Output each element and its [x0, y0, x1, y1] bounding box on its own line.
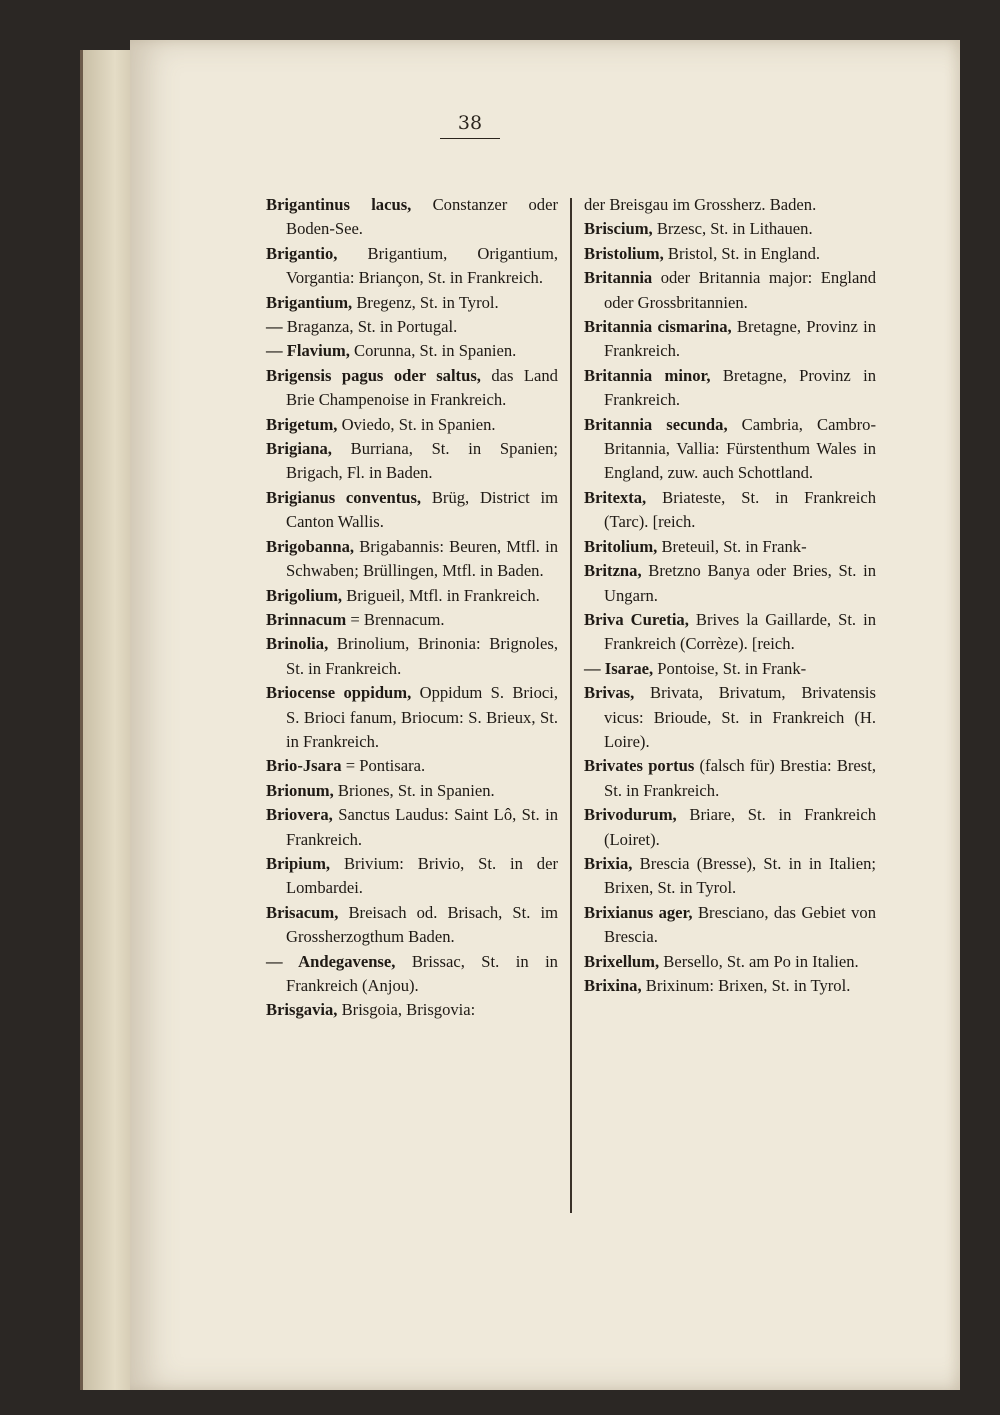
entry-text: oder Britannia major: England oder Grossbritannien. — [604, 268, 876, 312]
entry-headword: Bripium, — [266, 853, 331, 873]
entry-text: Pontoise, St. in Frank- — [653, 658, 807, 678]
entry-headword: Brigobanna, — [266, 536, 355, 556]
entry-text: Bretagne, Provinz in Frankreich. — [604, 365, 877, 410]
dictionary-entry — [266, 803, 558, 852]
dictionary-entry — [584, 413, 876, 486]
entry-text: Brissac, St. in in Frankreich (Anjou). — [286, 951, 558, 995]
entry-headword: Britexta, — [584, 487, 647, 507]
entry-headword: Brigianus conventus, — [266, 487, 422, 507]
entry-text: Brivium: Brivio, St. in der Lombardei. — [286, 853, 558, 898]
entry-text: Bregenz, St. in Tyrol. — [352, 292, 499, 312]
dictionary-entry — [266, 413, 558, 437]
entry-headword: Brigantinus lacus, — [266, 195, 412, 214]
entry-headword: Brigiana, — [266, 439, 332, 459]
entry-text: Sanctus Laudus: Saint Lô, St. in Frankreich. — [286, 805, 558, 849]
entry-text: Brüg, District im Canton Wallis. — [286, 487, 559, 532]
dictionary-entry — [266, 535, 558, 584]
dictionary-entry — [584, 803, 876, 852]
dictionary-entry — [266, 998, 558, 1022]
entry-text: (falsch für) Brestia: Brest, St. in Frankreich. — [604, 756, 876, 800]
entry-text: Brigabannis: Beuren, Mtfl. in Schwaben; Brüllingen, Mtfl. in Baden. — [286, 536, 558, 581]
dictionary-entry — [266, 364, 558, 413]
entry-headword: Brisgavia, — [266, 1000, 338, 1020]
entry-headword: Brionum, — [266, 780, 334, 800]
dictionary-entry — [584, 681, 876, 754]
dictionary-entry — [584, 657, 876, 681]
entry-text: Oppidum S. Brioci, S. Brioci fanum, Briocum: S. Brieux, St. in Frankreich. — [286, 683, 558, 751]
dictionary-entry — [584, 901, 876, 950]
dictionary-entry — [266, 193, 558, 242]
dictionary-entry — [584, 535, 876, 559]
entry-headword: Bristolium, — [584, 243, 664, 263]
dictionary-entry — [584, 608, 876, 657]
dictionary-entry — [584, 852, 876, 901]
entry-text: Braganza, St. in Portugal. — [286, 317, 458, 337]
dictionary-entry — [584, 217, 876, 241]
entry-text: Breisach od. Brisach, St. im Grossherzogthum Baden. — [286, 902, 558, 947]
entry-text: Oviedo, St. in Spanien. — [337, 414, 496, 434]
entry-headword: Brigensis pagus oder saltus, — [266, 365, 481, 385]
entry-headword: Britannia cismarina, — [584, 317, 732, 337]
entry-text: Bretagne, Provinz in Frankreich. — [604, 317, 876, 361]
dictionary-entry — [266, 608, 558, 632]
dictionary-entry — [584, 950, 876, 974]
dictionary-entry — [266, 339, 558, 363]
page-number: 38 — [440, 112, 500, 139]
entry-headword: — Flavium, — [266, 341, 350, 361]
dictionary-entry — [266, 901, 558, 950]
dictionary-entry — [584, 559, 876, 608]
entry-headword: Brigetum, — [266, 414, 338, 434]
dictionary-entry — [584, 974, 876, 998]
entry-text: Briateste, St. in Frankreich (Tarc). [reich. — [604, 487, 876, 532]
entry-headword: Brisacum, — [266, 902, 339, 922]
entry-headword: Britannia — [584, 268, 653, 288]
dictionary-entry — [266, 754, 558, 778]
dictionary-entry — [266, 486, 558, 535]
dictionary-entry — [266, 681, 558, 754]
dictionary-entry — [266, 632, 558, 681]
entry-text: Brixinum: Brixen, St. in Tyrol. — [641, 976, 851, 995]
entry-text: Brescia (Bresse), St. in in Italien; Brixen, St. in Tyrol. — [604, 853, 876, 898]
entry-text: Breteuil, St. in Frank- — [657, 536, 807, 556]
dictionary-entry — [584, 315, 876, 364]
entry-headword: Brinolia, — [266, 634, 329, 654]
dictionary-entry — [266, 315, 558, 339]
entry-text: der Breisgau im Grossherz. Baden. — [584, 195, 817, 214]
right-column — [584, 193, 876, 998]
entry-headword: Brio-Jsara — [266, 756, 342, 776]
dictionary-entry — [266, 242, 558, 291]
entry-headword: Brinnacum — [266, 609, 347, 629]
dictionary-entry — [266, 437, 558, 486]
entry-text: das Land Brie Champenoise in Frankreich. — [286, 365, 558, 410]
entry-text: Burriana, St. in Spanien; Brigach, Fl. in Baden. — [286, 439, 558, 483]
entry-headword: Brigantio, — [266, 243, 338, 263]
dictionary-entry — [584, 242, 876, 266]
entry-text: Constanzer oder Boden-See. — [286, 195, 558, 239]
entry-headword: — — [266, 317, 287, 337]
entry-headword: Britzna, — [584, 561, 642, 581]
entry-headword: Britolium, — [584, 536, 658, 556]
entry-headword: Brivas, — [584, 683, 635, 703]
entry-text: Brinolium, Brinonia: Brignoles, St. in Frankreich. — [286, 634, 558, 678]
dictionary-entry — [266, 291, 558, 315]
entry-headword: Briva Curetia, — [584, 609, 689, 629]
entry-text: Brigueil, Mtfl. in Frankreich. — [342, 585, 540, 605]
entry-text: Bristol, St. in England. — [663, 243, 821, 263]
entry-text: Bresciano, das Gebiet von Brescia. — [604, 902, 876, 947]
entry-text: Briare, St. in Frankreich (Loiret). — [604, 805, 876, 849]
entry-text: = Brennacum. — [346, 609, 445, 629]
entry-text: Cambria, Cambro-Britannia, Vallia: Fürstenthum Wales in England, zuw. auch Schottland. — [604, 414, 876, 483]
entry-text: Brisgoia, Brisgovia: — [337, 1000, 476, 1020]
dictionary-entry — [266, 584, 558, 608]
entry-text: Bersello, St. am Po in Italien. — [659, 951, 859, 971]
entry-headword: Brixia, — [584, 853, 633, 873]
dictionary-entry — [266, 779, 558, 803]
entry-headword: Britannia minor, — [584, 365, 711, 385]
entry-headword: Brixina, — [584, 976, 642, 995]
entry-headword: Brigolium, — [266, 585, 343, 605]
left-column — [266, 193, 558, 1023]
entry-text: Brives la Gaillarde, St. in Frankreich (Corrèze). [reich. — [604, 609, 876, 654]
dictionary-entry — [584, 754, 876, 803]
entry-text: Briones, St. in Spanien. — [333, 780, 495, 800]
entry-headword: Brigantium, — [266, 292, 353, 312]
dictionary-entry — [584, 193, 876, 217]
entry-text: Bretzno Banya oder Bries, St. in Ungarn. — [604, 561, 876, 605]
entry-text: Brivata, Brivatum, Brivatensis vicus: Brioude, St. in Frankreich (H. Loire). — [604, 683, 876, 751]
dictionary-entry — [266, 852, 558, 901]
column-divider — [570, 198, 572, 1213]
entry-headword: Brixianus ager, — [584, 902, 693, 922]
entry-headword: Brivates portus — [584, 756, 695, 776]
entry-text: = Pontisara. — [341, 756, 426, 776]
dictionary-entry — [584, 266, 876, 315]
entry-text: Brigantium, Origantium, Vorgantia: Briançon, St. in Frankreich. — [286, 243, 558, 288]
dictionary-entry — [584, 364, 876, 413]
entry-headword: Briovera, — [266, 805, 333, 825]
entry-headword: Brixellum, — [584, 951, 660, 971]
entry-headword: Briocense oppidum, — [266, 683, 412, 703]
entry-text: Brzesc, St. in Lithauen. — [652, 219, 813, 239]
entry-headword: — Andegavense, — [266, 951, 396, 971]
entry-text: Corunna, St. in Spanien. — [349, 341, 517, 361]
entry-headword: Britannia secunda, — [584, 414, 728, 434]
entry-headword: Briscium, — [584, 219, 653, 239]
entry-headword: — Isarae, — [584, 658, 654, 678]
dictionary-entry — [266, 950, 558, 999]
entry-headword: Brivodurum, — [584, 805, 677, 825]
dictionary-entry — [584, 486, 876, 535]
